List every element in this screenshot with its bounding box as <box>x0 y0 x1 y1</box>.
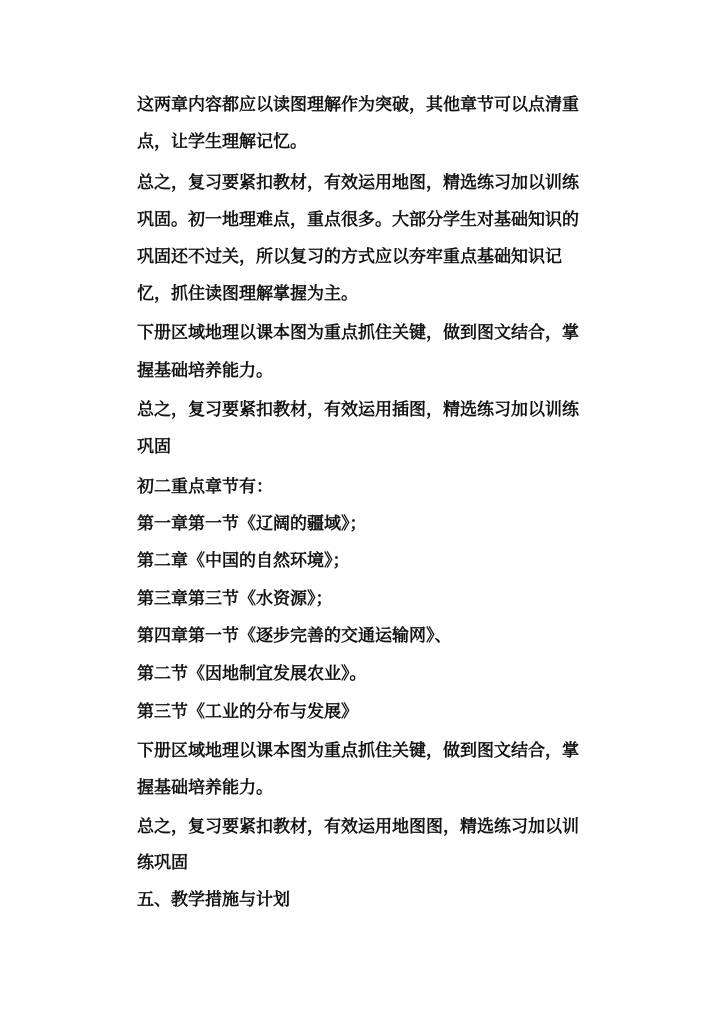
text-line: 第一章第一节《辽阔的疆域》； <box>137 514 367 534</box>
text-line: 忆，抓住读图理解掌握为主。 <box>137 284 358 304</box>
text-line: 第二节《因地制宜发展农业》。 <box>137 664 367 684</box>
section-heading: 五、教学措施与计划 <box>137 890 290 910</box>
text-line: 初二重点章节有： <box>137 477 273 497</box>
text-line: 下册区域地理以课本图为重点抓住关键，做到图文结合，掌 <box>137 323 579 343</box>
text-line: 巩固还不过关，所以复习的方式应以夯牢重点基础知识记 <box>137 247 562 267</box>
text-line: 这两章内容都应以读图理解作为突破，其他章节可以点清重 <box>137 95 579 115</box>
text-line: 第三章第三节《水资源》； <box>137 589 333 609</box>
text-line: 总之，复习要紧扣教材，有效运用地图图，精选练习加以训 <box>137 817 579 837</box>
text-line: 巩固 <box>137 437 171 457</box>
text-line: 握基础培养能力。 <box>137 361 273 381</box>
text-line: 练巩固 <box>137 853 188 873</box>
text-line: 第三节《工业的分布与发展》 <box>137 702 358 722</box>
text-line: 总之，复习要紧扣教材，有效运用插图，精选练习加以训练 <box>137 400 579 420</box>
text-line: 第二章《中国的自然环境》； <box>137 551 350 571</box>
text-line: 点，让学生理解记忆。 <box>137 132 307 152</box>
text-line: 巩固。初一地理难点，重点很多。大部分学生对基础知识的 <box>137 210 579 230</box>
text-line: 总之，复习要紧扣教材，有效运用地图，精选练习加以训练 <box>137 173 579 193</box>
text-line: 下册区域地理以课本图为重点抓住关键，做到图文结合，掌 <box>137 741 579 761</box>
text-line: 握基础培养能力。 <box>137 778 273 798</box>
text-line: 第四章第一节《逐步完善的交通运输网》、 <box>137 626 452 646</box>
